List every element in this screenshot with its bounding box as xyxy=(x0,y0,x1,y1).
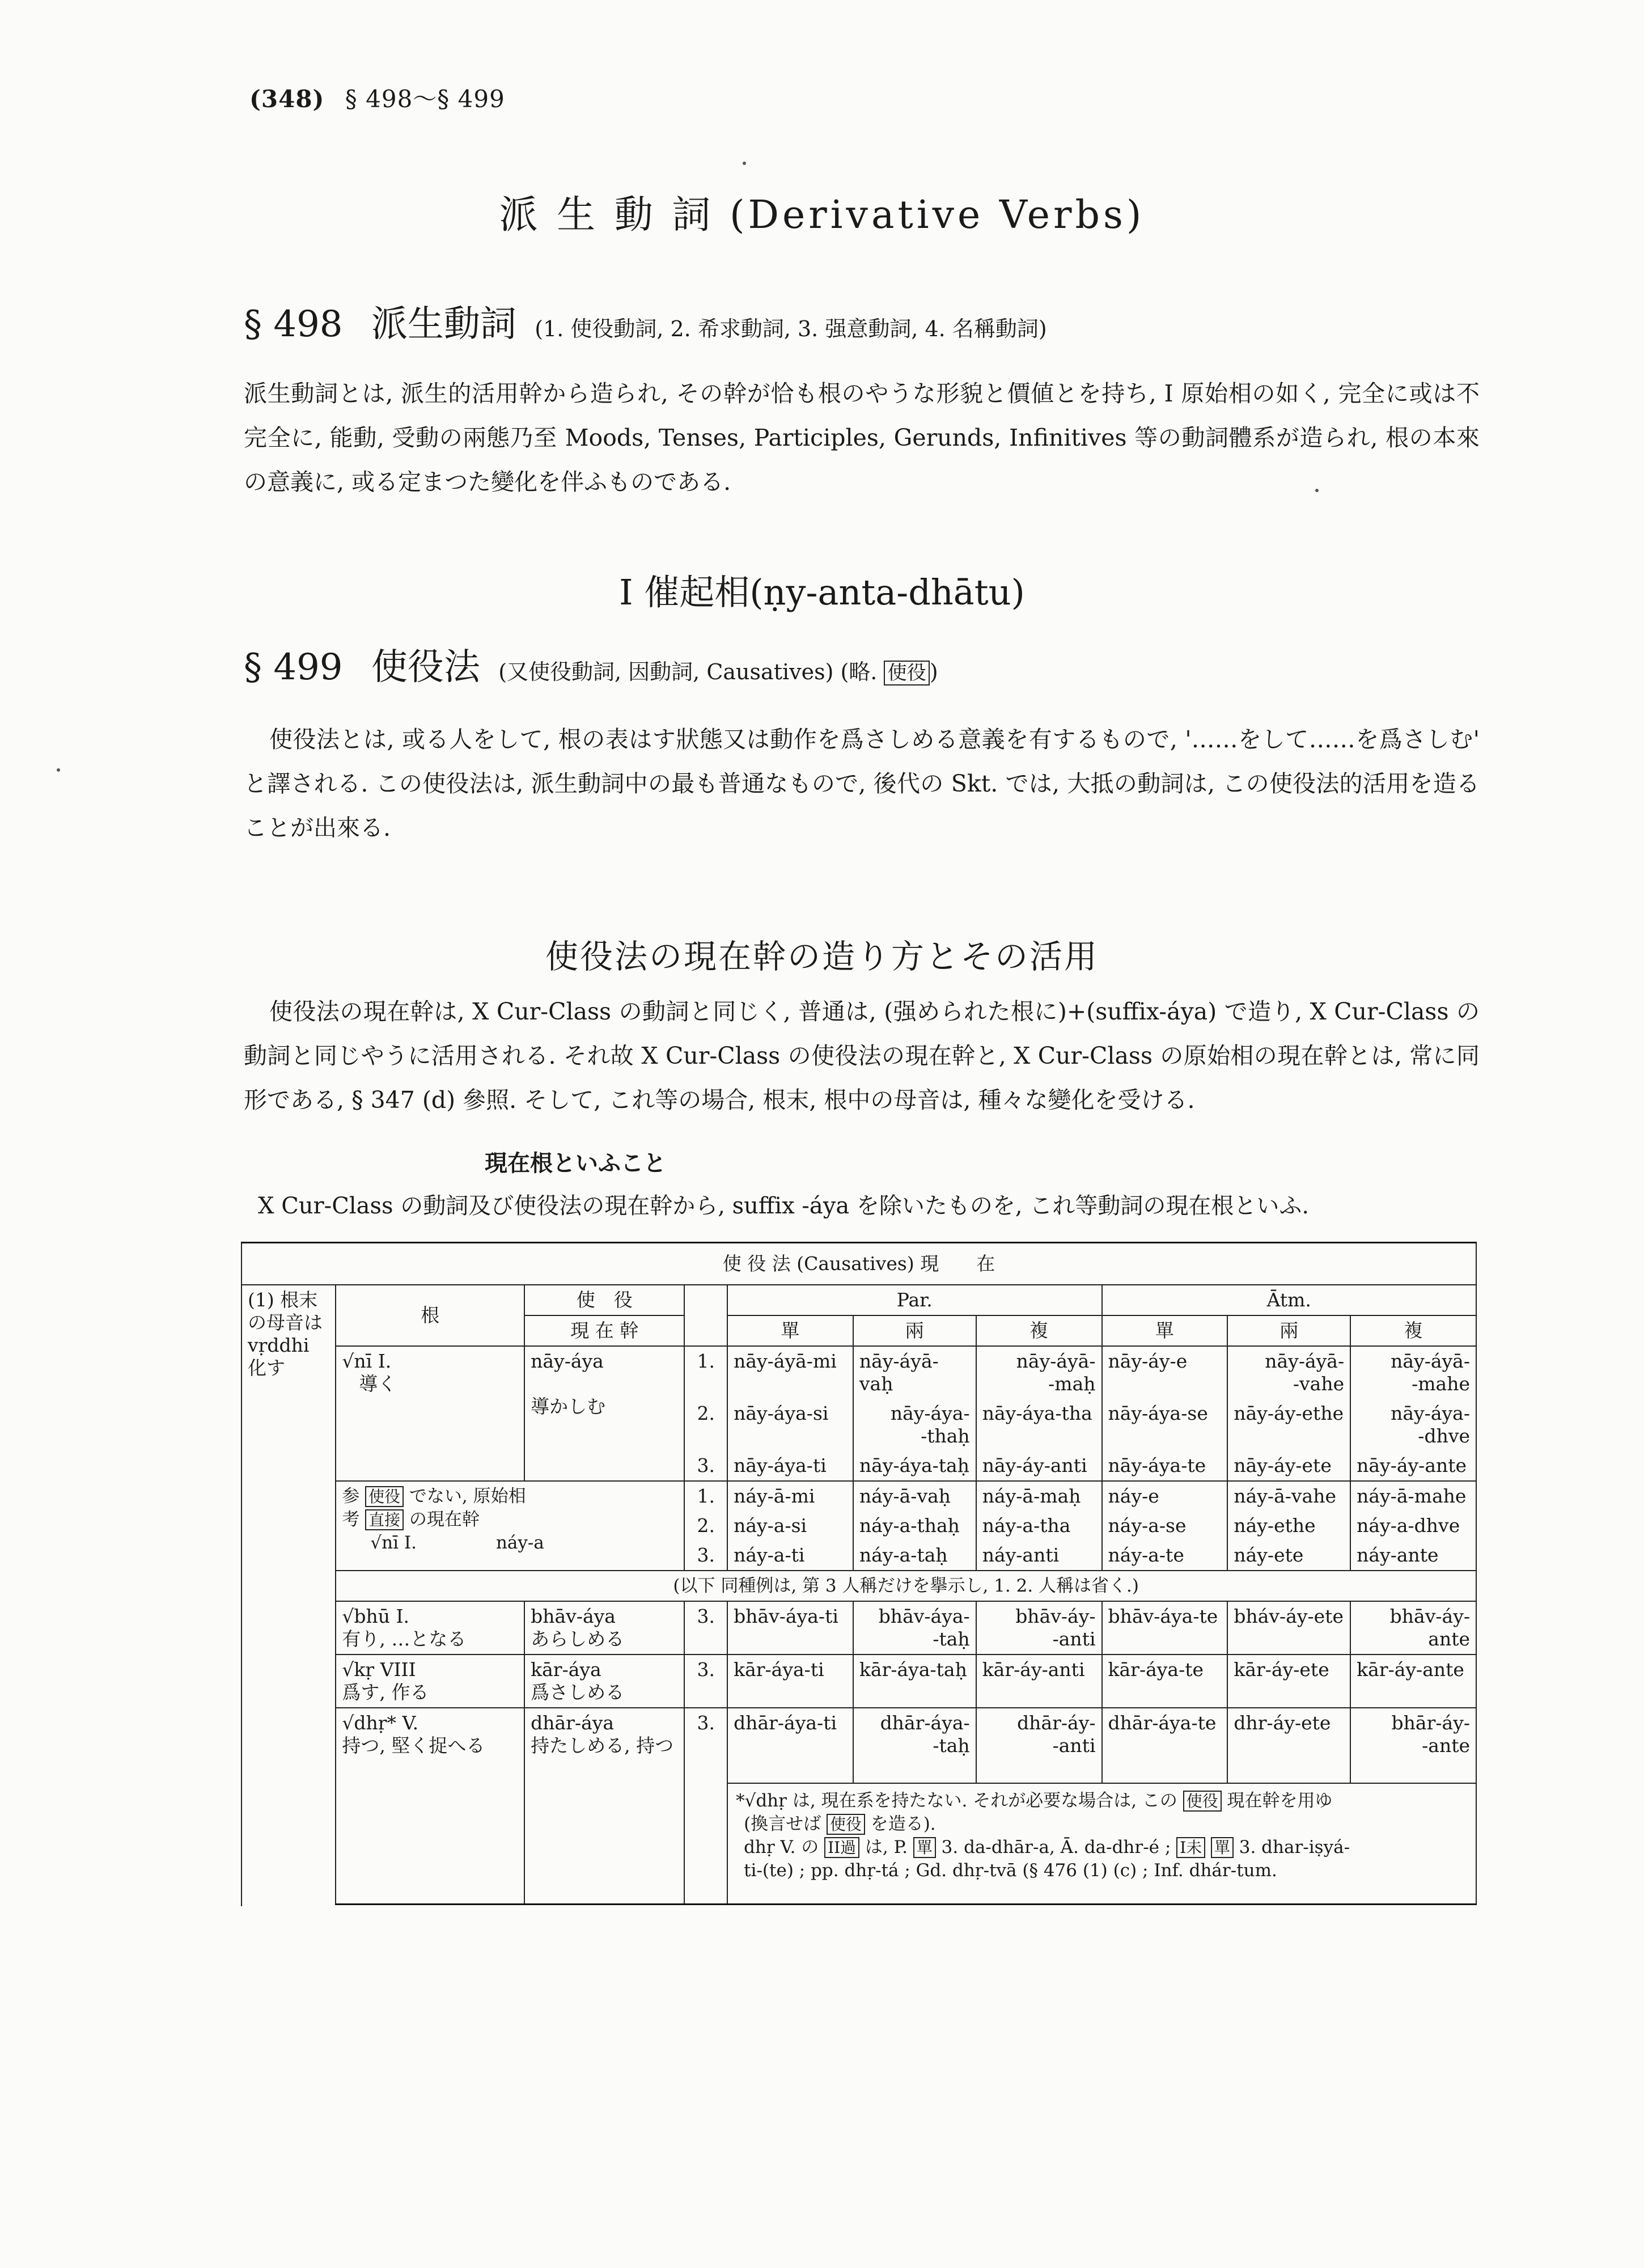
part-heading: I 催起相(ṇy-anta-dhātu) xyxy=(619,572,1025,613)
section-range: § 498〜§ 499 xyxy=(345,85,505,113)
table-row: √dhṛ* V. 持つ, 堅く捉へる dhār-áya 持たしめる, 持つ 3. dhār-áya-ti dhār-áya- -taḥ dhār-áy- -anti dhār-áya-te dhr-áy-ete bhār-áy- -ante xyxy=(241,1708,1476,1783)
running-header xyxy=(249,81,505,115)
col-causative: 使 役 xyxy=(524,1285,684,1315)
col-root: 根 xyxy=(336,1285,524,1346)
present-root-label: 現在根といふこと xyxy=(485,1150,666,1177)
group-label: (1) 根末の母音は vṛddhi 化す xyxy=(241,1285,336,1906)
reference-cell: 参 使役 でない, 原始相 考 直接 の現在幹 √nī I. náy-a xyxy=(336,1481,684,1571)
paragraph-present-stem: 使役法の現在幹は, X Cur-Class の動詞と同じく, 普通は, (强められた根に)+(suffix-áya) で造り, X Cur-Class の動詞と同じやうに活用される. それ故 X Cur-Class の使役法の現在幹と, X Cur-Class の原始相の現在幹とは, 常に同形である, § 347 (d) 參照. そして, これ等の場合, 根末, 根中の母音は, 種々な變化を受ける. xyxy=(244,998,1480,1114)
present-root-note: X Cur-Class の動詞及び使役法の現在幹から, suffix -áya を除いたものを, これ等動詞の現在根といふ. xyxy=(258,1193,1310,1219)
section-subtitle: (1. 使役動詞, 2. 希求動詞, 3. 强意動詞, 4. 名稱動詞) xyxy=(535,316,1047,341)
section-499-body: 使役法とは, 或る人をして, 根の表はす狀態又は動作を爲さしめる意義を有するもので, '……をして……を爲さしむ' と譯される. この使役法は, 派生動詞中の最も普通なもので, 後代の Skt. では, 大抵の動詞は, この使役法的活用を造ることが出來る. xyxy=(244,726,1480,841)
col-par: Par. xyxy=(727,1285,1101,1315)
table-caption: 使 役 法 (Causatives) 現 在 xyxy=(241,1243,1476,1285)
stem-cell: nāy-áya 導かしむ xyxy=(524,1346,684,1481)
table-footnote: *√dhṛ は, 現在系を持たない. それが必要な場合は, この 使役 現在幹を用ゆ (換言せば 使役 を造る). dhṛ V. の II過 は, P. 單 3. da-dhār-a, Ā. da-dhr-é ; I未 單 3. dhar-iṣyá- ti-(te) ; pp. dhṛ-tá ; Gd. dhṛ-tvā (§ 476 (1) (c) ; Inf. dhár-tum. xyxy=(727,1783,1476,1905)
table-row: 3. nāy-áya-ti nāy-áya-taḥ nāy-áy-anti nāy-áya-te nāy-áy-ete nāy-áy-ante xyxy=(241,1451,1476,1481)
col-du: 兩 xyxy=(853,1315,976,1346)
table-row: 参 使役 でない, 原始相 考 直接 の現在幹 √nī I. náy-a 1. náy-ā-mi náy-ā-vaḥ náy-ā-maḥ náy-e náy-ā-vahe náy-ā-mahe xyxy=(241,1481,1476,1511)
col-pl: 複 xyxy=(976,1315,1102,1346)
speck xyxy=(1315,489,1319,492)
section-499-heading xyxy=(244,638,938,690)
section-title: 使役法 xyxy=(371,646,480,688)
subsection-heading: 使役法の現在幹の造り方とその活用 xyxy=(545,937,1099,976)
section-title: 派生動詞 xyxy=(371,303,516,345)
col-atm: Ātm. xyxy=(1102,1285,1476,1315)
page-title: 派 生 動 詞 (Derivative Verbs) xyxy=(499,193,1145,238)
col-sg: 單 xyxy=(727,1315,853,1346)
table-row: √nī I. 導く nāy-áya 導かしむ 1. nāy-áyā-mi nāy-áyā-vaḥ nāy-áyā- -maḥ nāy-áy-e nāy-áyā- -vahe nāy-áyā- -mahe xyxy=(241,1346,1476,1399)
col-pl: 複 xyxy=(1350,1315,1476,1346)
table-row: 2. nāy-áya-si nāy-áya- -thaḥ nāy-áya-tha nāy-áya-se nāy-áy-ethe nāy-áya- -dhve xyxy=(241,1399,1476,1451)
abbr-box: 使役 xyxy=(884,661,929,686)
speck xyxy=(743,162,746,165)
section-subtitle: (又使役動詞, 因動詞, Causatives) (略. 使役 ) xyxy=(498,659,938,684)
col-present-stem: 現 在 幹 xyxy=(524,1315,684,1346)
section-498-body: 派生動詞とは, 派生的活用幹から造られ, その幹が恰も根のやうな形貌と價値とを持ち, I 原始相の如く, 完全に或は不完全に, 能動, 受動の兩態乃至 Moods, Tenses, Participles, Gerunds, Infinitives 等の動詞體系が造られ, 根の本來の意義に, 或る定まつた變化を伴ふものである. xyxy=(244,380,1480,496)
col-du: 兩 xyxy=(1227,1315,1350,1346)
table-row: 2. náy-a-si náy-a-thaḥ náy-a-tha náy-a-se náy-ethe náy-a-dhve xyxy=(241,1511,1476,1541)
col-sg: 單 xyxy=(1102,1315,1228,1346)
table-note-row: (以下 同種例は, 第 3 人稱だけを擧示し, 1. 2. 人稱は省く.) xyxy=(336,1571,1476,1601)
section-498-heading xyxy=(244,295,1047,347)
table-row: √kṛ VIII 爲す, 作る kār-áya 爲さしめる 3. kār-áya-ti kār-áya-taḥ kār-áy-anti kār-áya-te kār-áy-ete kār-áy-ante xyxy=(241,1655,1476,1708)
root-cell: √nī I. 導く xyxy=(336,1346,524,1481)
table-row: √bhū I. 有り, …となる bhāv-áya あらしめる 3. bhāv-áya-ti bhāv-áya- -taḥ bhāv-áy- -anti bhāv-áya-te bháv-áy-ete bhāv-áy- ante xyxy=(241,1601,1476,1655)
speck xyxy=(57,768,60,772)
section-number: § 498 xyxy=(244,303,343,345)
page-number: (348) xyxy=(249,85,325,113)
section-number: § 499 xyxy=(244,646,343,688)
causative-table xyxy=(241,1242,1477,1906)
table-row: 3. náy-a-ti náy-a-taḥ náy-anti náy-a-te náy-ete náy-ante xyxy=(241,1541,1476,1571)
